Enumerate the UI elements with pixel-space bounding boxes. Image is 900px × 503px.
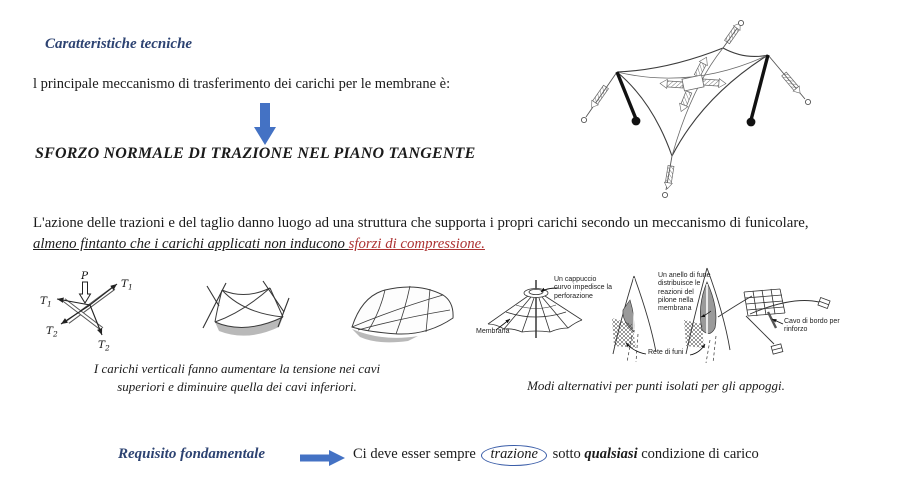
funicular-paragraph	[33, 213, 895, 256]
caption-vertical-loads: I carichi verticali fanno aumentare la tensione nei cavi superiori e diminuire quella dei cavi inferiori.	[93, 361, 381, 394]
tent-membrane	[215, 288, 283, 327]
membrane-seams	[617, 48, 768, 156]
cable-force-diagram	[38, 268, 158, 353]
tensile-structure-figure	[565, 8, 895, 208]
anchor-rings	[581, 20, 810, 197]
paragraph-red-phrase: sforzi di compressione.	[348, 236, 485, 253]
requirement-sentence	[353, 445, 759, 466]
t1-left-label: $T_1$	[40, 295, 52, 309]
circled-word: trazione	[481, 445, 547, 466]
tension-direction-arrows	[660, 55, 727, 113]
requirement-bold-word: qualsiasi	[584, 446, 638, 462]
requirement-label: Requisito fondamentale	[118, 446, 266, 462]
t1-upper-label: $T_1$	[121, 278, 133, 292]
edge-cable-annotation: Cavo di bordo per rinforzo	[784, 318, 840, 334]
support-details-figure	[470, 262, 895, 367]
membrane-annotation: Membrana	[476, 328, 510, 335]
caption-supports: Modi alternativi per punti isolati per gli appoggi.	[527, 378, 785, 393]
cap-annotation: Un cappuccio curvo impedisce la perforazione	[554, 276, 612, 300]
intro-text: l principale meccanismo di trasferimento dei carichi per le membrane è:	[33, 76, 451, 92]
statement-text: SFORZO NORMALE DI TRAZIONE NEL PIANO TANGENTE	[35, 145, 476, 162]
paragraph-line2: almeno fintanto che i carichi applicati non inducono	[33, 236, 349, 253]
requirement-before: Ci deve esser sempre	[353, 446, 476, 462]
net-annotation: Rete di funi	[648, 349, 684, 356]
stay-cables	[586, 27, 805, 190]
membrane-outline	[352, 286, 453, 334]
right-arrow-icon	[300, 449, 346, 467]
masts	[617, 55, 768, 126]
t2-lower-left-label: $T_2$	[46, 325, 58, 339]
tent-shading	[215, 317, 283, 336]
tent-structure-figure	[185, 280, 310, 350]
requirement-middle: sotto	[552, 446, 581, 462]
turnbuckles	[588, 21, 803, 189]
paragraph-line1: L'azione delle trazioni e del taglio danno luogo ad una struttura che supporta i propri carichi secondo un meccanismo di funicolare,	[33, 215, 809, 231]
section-title: Caratteristiche tecniche	[45, 36, 193, 52]
down-arrow-icon	[253, 103, 277, 147]
membrane-surface-figure	[338, 280, 473, 350]
ring-annotation: Un anello di fune distribuisce le reazioni del pilone nella membrana	[658, 272, 711, 312]
requirement-after: condizione di carico	[641, 446, 759, 462]
load-label: P	[81, 270, 89, 282]
load-arrow	[80, 282, 91, 303]
t2-lower-right-label: $T_2$	[98, 339, 110, 353]
